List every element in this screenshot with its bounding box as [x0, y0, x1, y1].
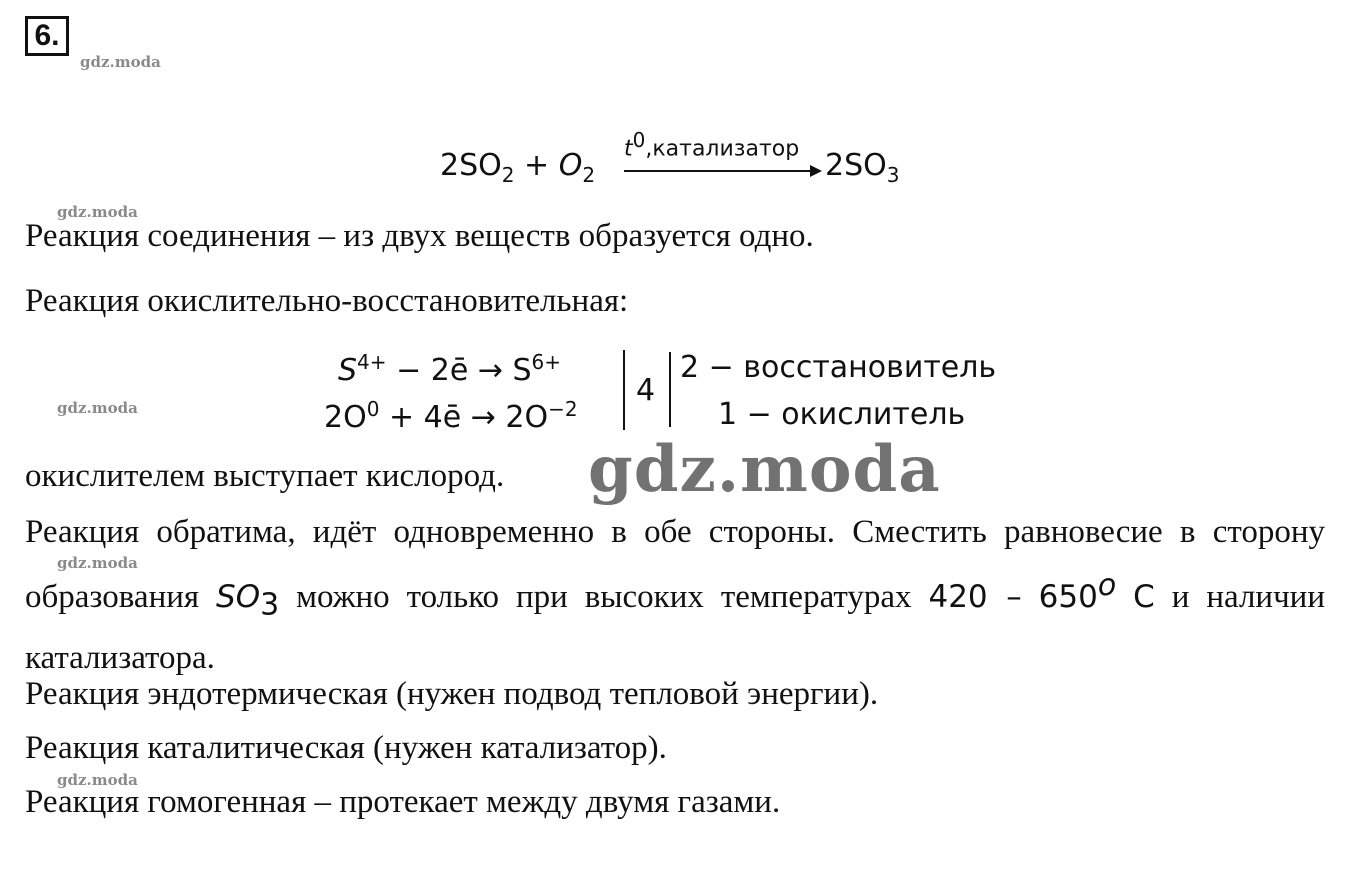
- problem-number: 6.: [25, 16, 69, 56]
- watermark-small: gdz.moda: [57, 399, 138, 417]
- line-catalytic: Реакция каталитическая (нужен катализатор).: [25, 730, 667, 766]
- reaction-arrow: [624, 170, 814, 172]
- line-compound: Реакция соединения – из двух веществ образуется одно.: [25, 218, 814, 254]
- reaction-condition: $t^0,катализатор$: [624, 128, 800, 162]
- balance-divider: [669, 352, 671, 427]
- watermark-small: gdz.moda: [57, 771, 138, 789]
- paragraph-reversible: Реакция обратима, идёт одновременно в обе стороны. Сместить равновесие в сторону образования $SO_3$ можно только при высоких температурах 420 – 650$^o$ C и наличии катализатора.: [25, 514, 1326, 676]
- line-homogeneous: Реакция гомогенная – протекает между двумя газами.: [25, 784, 781, 820]
- watermark-small: gdz.moda: [57, 203, 138, 221]
- arrow-head-icon: [810, 165, 822, 177]
- balance-coef-1: 2 − восстановитель: [680, 350, 997, 385]
- line-endothermic: Реакция эндотермическая (нужен подвод тепловой энергии).: [25, 676, 879, 712]
- watermark-small: gdz.moda: [57, 554, 138, 572]
- balance-divider: [623, 350, 625, 430]
- balance-row-1: $S^{4+}$ − 2ē → $S^{6+}$: [338, 350, 562, 388]
- balance-coef-2: 1 − окислитель: [718, 397, 966, 432]
- reaction-product: $2SO_3$: [825, 148, 900, 187]
- reaction-equation: $2SO_2 + O_2$: [440, 148, 596, 187]
- watermark-small: gdz.moda: [80, 53, 161, 71]
- watermark-large: gdz.moda: [588, 432, 941, 507]
- line-oxidizer: окислителем выступает кислород.: [25, 458, 505, 494]
- line-redox: Реакция окислительно-восстановительная:: [25, 283, 629, 319]
- balance-lcm: 4: [636, 373, 656, 408]
- balance-row-2: $2O^0$ + 4ē → $2O^{-2}$: [324, 397, 578, 435]
